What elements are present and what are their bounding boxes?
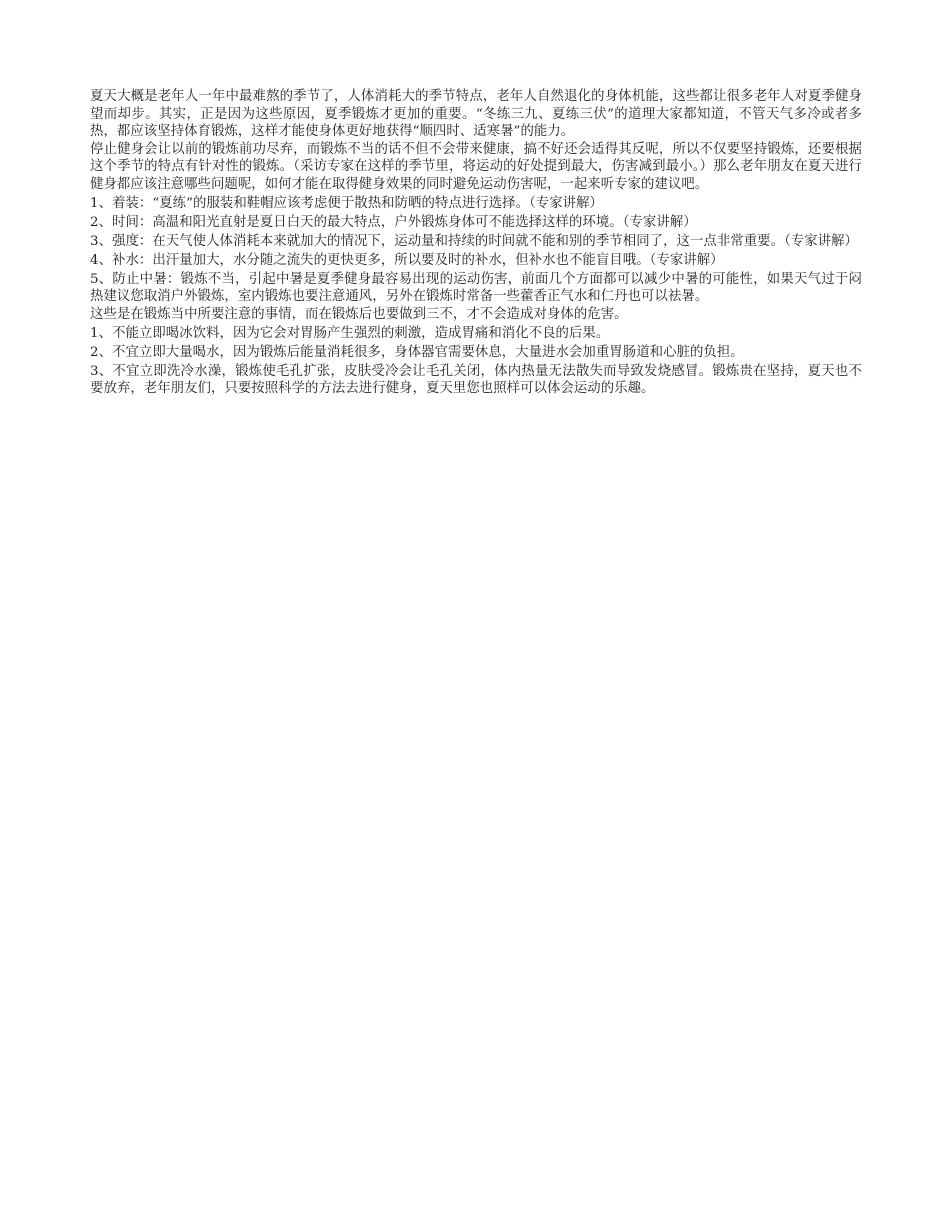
tip-heatstroke: 5、防止中暑：锻炼不当，引起中暑是夏季健身最容易出现的运动伤害，前面几个方面都可以减少中暑的可能性，如果天气过于闷热建议您取消户外锻炼，室内锻炼也要注意通风，另外在锻炼时常备一些藿香正气水和仁丹也可以祛暑。: [90, 271, 862, 304]
context-paragraph: 停止健身会让以前的锻炼前功尽弃，而锻炼不当的话不但不会带来健康，搞不好还会适得其反呢，所以不仅要坚持锻炼，还要根据这个季节的特点有针对性的锻炼。（采访专家在这样的季节里，将运动的好处提到最大，伤害减到最小。）那么老年朋友在夏天进行健身都应该注意哪些问题呢，如何才能在取得健身效果的同时避免运动伤害呢，一起来听专家的建议吧。: [90, 141, 862, 192]
document-body: [90, 88, 862, 398]
tip-timing: 2、时间：高温和阳光直射是夏日白天的最大特点，户外锻炼身体可不能选择这样的环境。（专家讲解）: [90, 214, 697, 230]
after-exercise-intro: 这些是在锻炼当中所要注意的事情，而在锻炼后也要做到三不，才不会造成对身体的危害。: [90, 306, 628, 322]
tip-hydration: 4、补水：出汗量加大，水分随之流失的更快更多，所以要及时的补水，但补水也不能盲目哦。（专家讲解）: [90, 252, 724, 268]
after-tip-cold-shower: 3、不宜立即洗冷水澡，锻炼使毛孔扩张，皮肤受冷会让毛孔关闭，体内热量无法散失而导致发烧感冒。锻炼贵在坚持，夏天也不要放弃，老年朋友们，只要按照科学的方法去进行健身，夏天里您也照样可以体会运动的乐趣。: [90, 363, 862, 396]
intro-paragraph: 夏天大概是老年人一年中最难熬的季节了，人体消耗大的季节特点，老年人自然退化的身体机能，这些都让很多老年人对夏季健身望而却步。其实，正是因为这些原因，夏季锻炼才更加的重要。“冬练三九、夏练三伏”的道理大家都知道，不管天气多冷或者多热，都应该坚持体育锻炼，这样才能使身体更好地获得“顺四时、适寒暑”的能力。: [90, 89, 862, 139]
tip-clothing: 1、着装：“夏练”的服装和鞋帽应该考虑便于散热和防晒的特点进行选择。（专家讲解）: [90, 195, 603, 211]
after-tip-water: 2、不宜立即大量喝水，因为锻炼后能量消耗很多，身体器官需要休息，大量进水会加重胃肠道和心脏的负担。: [90, 344, 744, 360]
after-tip-cold-drinks: 1、不能立即喝冰饮料，因为它会对胃肠产生强烈的刺激，造成胃痛和消化不良的后果。: [90, 325, 610, 341]
tip-intensity: 3、强度：在天气使人体消耗本来就加大的情况下，运动量和持续的时间就不能和别的季节相同了，这一点非常重要。（专家讲解）: [90, 233, 858, 249]
